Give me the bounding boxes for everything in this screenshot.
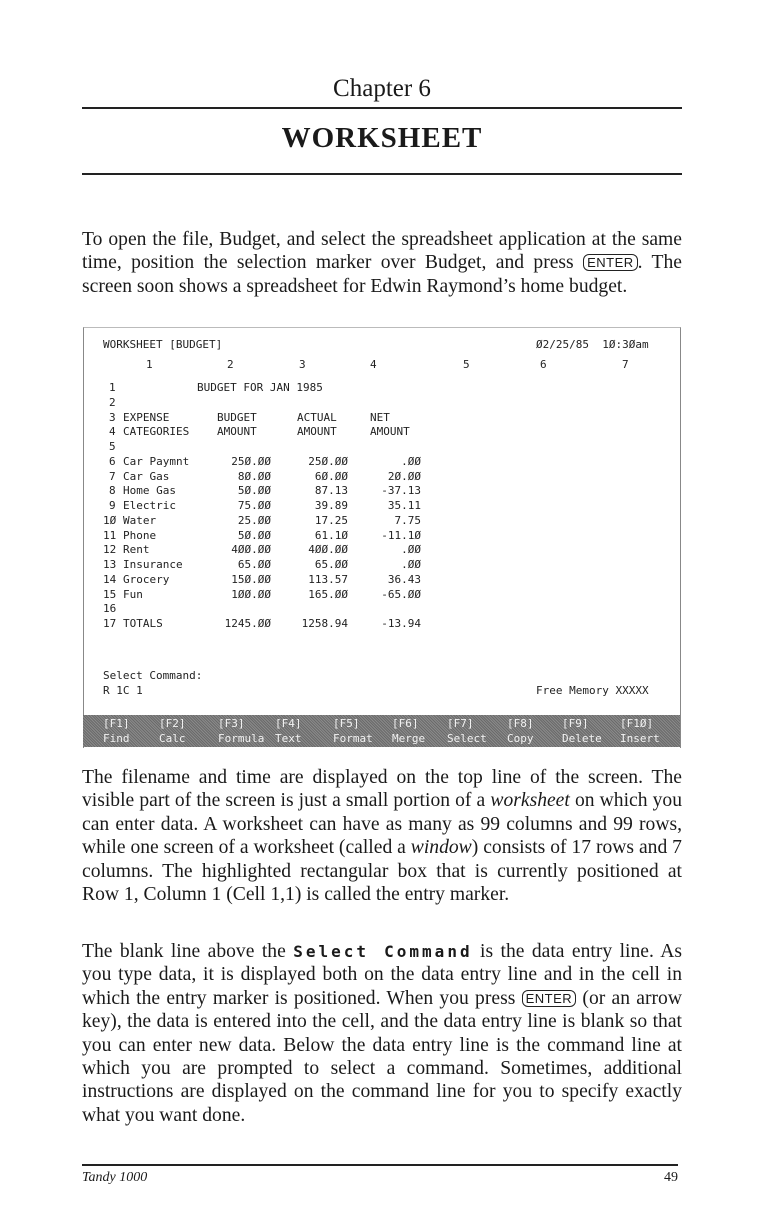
intro-text-1: To open the file, Budget, and select the spreadsheet application at the same time, position the selection marker over Budget, and press (82, 229, 682, 274)
row-number: 17 (103, 617, 117, 630)
net-cell: -37.13 (381, 484, 421, 498)
row-number: 4 (109, 425, 116, 439)
fkey-5[interactable]: [F5] (333, 717, 360, 730)
para2-em-window: window (410, 837, 472, 859)
column-number-5: 5 (463, 358, 470, 371)
sheet-title-cell: BUDGET FOR JAN 1985 (197, 381, 323, 394)
column-number-7: 7 (622, 358, 629, 371)
budget-cell: BUDGET (217, 410, 257, 424)
fkey-6[interactable]: [F6] (392, 717, 419, 730)
category-cell: Rent (123, 543, 150, 557)
actual-cell: 39.89 (314, 499, 348, 512)
net-cell: NET (370, 410, 390, 424)
fkey-label-find[interactable]: Find (103, 732, 130, 745)
para3-text-a: The blank line above the (82, 941, 286, 962)
page-title: WORKSHEET (281, 122, 483, 154)
budget-cell: 75.ØØ (237, 499, 271, 512)
category-cell: Electric (123, 499, 176, 512)
category-cell: EXPENSE (123, 410, 170, 424)
row-number: 6 (109, 454, 116, 468)
para2-text-c: ) consists of 17 rows and 7 columns. The highlighted rectangular box that is currently positioned at Row 1, Column 1 (Cell 1,1) is called the entry marker. (82, 837, 682, 906)
para2-text-a: The filename and time are displayed on the top line of the screen. The visible part of the screen is just a small portion of a (82, 767, 682, 812)
row-number: 14 (103, 572, 117, 586)
net-cell: 36.43 (387, 572, 421, 586)
actual-cell: 4ØØ.ØØ (308, 543, 348, 557)
chapter-label: Chapter 6 (333, 75, 431, 102)
function-key-bar (83, 715, 680, 747)
category-cell: Car Gas (123, 469, 170, 483)
row-number: 1 (109, 381, 116, 394)
top-rule (82, 107, 682, 109)
select-command-code: Select Command (293, 942, 473, 961)
net-cell: AMOUNT (370, 425, 410, 439)
category-cell: Car Paymnt (123, 454, 190, 468)
intro-text-2: . The screen soon shows a spreadsheet for Edwin Raymond’s home budget. (82, 252, 682, 297)
actual-cell: 17.25 (314, 513, 348, 527)
budget-cell: 25Ø.ØØ (231, 454, 271, 468)
net-cell: 35.11 (387, 499, 421, 512)
budget-cell: 8Ø.ØØ (237, 469, 271, 483)
footer-title: Tandy 1000 (82, 1170, 148, 1185)
row-number: 12 (103, 543, 117, 557)
net-cell: .ØØ (401, 454, 421, 468)
actual-cell: 6Ø.ØØ (314, 469, 348, 483)
actual-cell: 165.ØØ (308, 587, 348, 601)
actual-cell: 87.13 (314, 484, 348, 498)
column-number-1: 1 (146, 358, 153, 371)
actual-cell: AMOUNT (297, 425, 337, 439)
row-number: 9 (109, 499, 116, 512)
fkey-2[interactable]: [F2] (159, 717, 186, 730)
enter-key: ENTER (583, 254, 638, 271)
fkey-label-calc[interactable]: Calc (159, 732, 186, 745)
category-cell: TOTALS (123, 617, 163, 630)
para2-text-b: on which you can enter data. A worksheet can have as many as 99 columns and 99 rows, while one screen of a worksheet (called a (82, 790, 683, 859)
row-number: 11 (103, 528, 117, 542)
fkey-label-insert[interactable]: Insert (620, 732, 660, 745)
column-number-4: 4 (370, 358, 377, 371)
category-cell: Grocery (123, 572, 170, 586)
fkey-label-select[interactable]: Select (447, 732, 487, 745)
enter-key: ENTER (522, 990, 577, 1007)
net-cell: -11.1Ø (381, 528, 421, 542)
budget-cell: 15Ø.ØØ (231, 572, 271, 586)
category-cell: Fun (123, 587, 143, 601)
category-cell: Water (123, 513, 157, 527)
actual-cell: 25Ø.ØØ (308, 454, 348, 468)
fkey-8[interactable]: [F8] (507, 717, 534, 730)
worksheet-screen (83, 327, 680, 747)
budget-cell: 5Ø.ØØ (237, 484, 271, 498)
column-number-3: 3 (299, 358, 306, 371)
budget-cell: 25.ØØ (237, 513, 271, 527)
para3-text-b: is the data entry line. As you type data, it is displayed both on the data entry line and in the cell in which the entry marker is positioned. When you press (82, 941, 682, 1009)
row-number: 13 (103, 558, 117, 571)
row-number: 3 (109, 410, 116, 424)
net-cell: .ØØ (401, 543, 421, 557)
fkey-3[interactable]: [F3] (218, 717, 245, 730)
cell-reference: R 1C 1 (103, 684, 143, 697)
fkey-label-copy[interactable]: Copy (507, 732, 534, 745)
fkey-label-text[interactable]: Text (275, 732, 302, 745)
fkey-label-format[interactable]: Format (333, 732, 373, 745)
column-number-6: 6 (540, 358, 547, 371)
actual-cell: ACTUAL (297, 410, 337, 424)
budget-cell: 1245.ØØ (224, 617, 271, 630)
row-number: 2 (109, 395, 116, 409)
row-number: 8 (109, 484, 116, 498)
footer-rule (82, 1164, 678, 1166)
row-number: 15 (103, 587, 117, 601)
entry-line-paragraph (82, 940, 682, 1127)
actual-cell: 61.1Ø (314, 528, 348, 542)
category-cell: Phone (123, 528, 157, 542)
fkey-7[interactable]: [F7] (447, 717, 474, 730)
para2-em-worksheet: worksheet (490, 790, 570, 812)
fkey-10[interactable]: [F1Ø] (620, 717, 654, 730)
actual-cell: 1258.94 (301, 617, 348, 630)
free-memory: Free Memory XXXXX (536, 684, 649, 697)
net-cell: -13.94 (381, 617, 421, 630)
row-number: 7 (109, 469, 116, 483)
screen-header-right: Ø2/25/85 1Ø:3Øam (536, 338, 649, 351)
fkey-9[interactable]: [F9] (562, 717, 589, 730)
budget-cell: 65.ØØ (237, 558, 271, 571)
screen-header-left: WORKSHEET [BUDGET] (103, 338, 223, 351)
intro-paragraph (82, 228, 682, 298)
category-cell: CATEGORIES (123, 425, 190, 439)
net-cell: -65.ØØ (381, 587, 421, 601)
budget-cell: AMOUNT (217, 425, 257, 439)
net-cell: .ØØ (401, 558, 421, 571)
title-rule (82, 173, 682, 175)
net-cell: 7.75 (394, 513, 421, 527)
fkey-label-delete[interactable]: Delete (562, 732, 602, 745)
row-number: 16 (103, 602, 117, 616)
budget-cell: 1ØØ.ØØ (231, 587, 271, 601)
fkey-1[interactable]: [F1] (103, 717, 130, 730)
fkey-label-formula[interactable]: Formula (218, 732, 265, 745)
para3-text-c: (or an arrow key), the data is entered into the cell, and the data entry line is blank so that you can enter new data. Below the data entry line is the command line at which you are prompted to select a command. Sometimes, additional instructions are displayed on the command line for you to specify exactly what you want done. (82, 987, 682, 1126)
budget-cell: 5Ø.ØØ (237, 528, 271, 542)
category-cell: Insurance (123, 558, 183, 571)
select-command-line: Select Command: (103, 669, 203, 682)
column-number-2: 2 (227, 358, 234, 371)
actual-cell: 113.57 (308, 572, 348, 586)
category-cell: Home Gas (123, 484, 176, 498)
fkey-4[interactable]: [F4] (275, 717, 302, 730)
row-number: 1Ø (103, 513, 117, 527)
row-number: 5 (109, 440, 116, 453)
filename-paragraph (82, 766, 682, 906)
actual-cell: 65.ØØ (314, 558, 348, 571)
page-number: 49 (664, 1170, 678, 1185)
fkey-label-merge[interactable]: Merge (392, 732, 426, 745)
net-cell: 2Ø.ØØ (387, 469, 421, 483)
budget-cell: 4ØØ.ØØ (231, 543, 271, 557)
